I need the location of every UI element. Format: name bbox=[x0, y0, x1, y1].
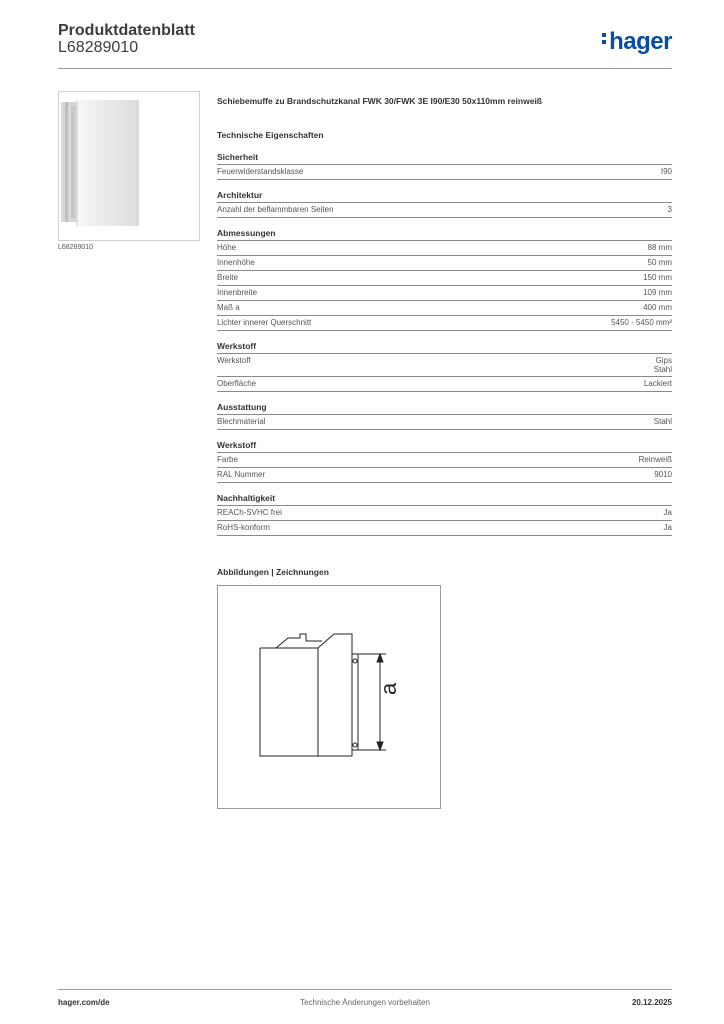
section-title: Sicherheit bbox=[217, 152, 672, 165]
image-caption: L68289010 bbox=[58, 244, 94, 251]
property-value-line: 9010 bbox=[654, 470, 672, 479]
property-label: Lichter innerer Querschnitt bbox=[217, 318, 312, 327]
property-row bbox=[217, 271, 672, 286]
property-value-line: 5450 - 5450 mm² bbox=[611, 318, 672, 327]
property-sections bbox=[217, 152, 672, 536]
property-row bbox=[217, 301, 672, 316]
property-value bbox=[648, 243, 672, 252]
property-row bbox=[217, 468, 672, 483]
product-photo-icon bbox=[59, 92, 199, 240]
property-label: Feuerwiderstandsklasse bbox=[217, 167, 304, 176]
property-section bbox=[217, 440, 672, 483]
hager-logo bbox=[602, 28, 672, 56]
property-value bbox=[611, 318, 672, 327]
property-value-line: 109 mm bbox=[643, 288, 672, 297]
property-value bbox=[644, 379, 672, 388]
property-label: Breite bbox=[217, 273, 238, 282]
dimension-drawing bbox=[218, 586, 440, 808]
logo-text: hager bbox=[609, 28, 672, 55]
technical-drawing bbox=[217, 585, 441, 809]
property-value bbox=[643, 273, 672, 282]
website-link[interactable]: hager.com/de bbox=[58, 998, 110, 1007]
property-value bbox=[643, 303, 672, 312]
property-section bbox=[217, 341, 672, 392]
section-title: Abmessungen bbox=[217, 228, 672, 241]
property-value bbox=[661, 167, 672, 176]
section-title: Werkstoff bbox=[217, 341, 672, 354]
section-title: Werkstoff bbox=[217, 440, 672, 453]
property-value-line: 50 mm bbox=[647, 258, 672, 267]
property-section bbox=[217, 228, 672, 331]
property-value bbox=[664, 508, 672, 517]
section-title: Ausstattung bbox=[217, 402, 672, 415]
document-date: 20.12.2025 bbox=[631, 998, 672, 1007]
dimension-label: a bbox=[376, 682, 401, 695]
logo-dots-icon bbox=[602, 30, 607, 47]
property-value-line: 400 mm bbox=[643, 303, 672, 312]
property-value-line: Stahl bbox=[653, 417, 672, 426]
property-label: Innenbreite bbox=[217, 288, 258, 297]
disclaimer: Technische Änderungen vorbehalten bbox=[300, 998, 430, 1007]
property-row bbox=[217, 316, 672, 331]
property-value-line: Ja bbox=[663, 523, 672, 532]
property-label: Anzahl der beflammbaren Seiten bbox=[217, 205, 334, 214]
property-label: Oberfläche bbox=[217, 379, 257, 388]
page-footer bbox=[58, 989, 672, 1007]
property-value-line: 150 mm bbox=[643, 273, 672, 282]
property-label: RAL Nummer bbox=[217, 470, 266, 479]
property-value-line: Gips bbox=[655, 356, 672, 365]
property-value-line: Reinweiß bbox=[638, 455, 672, 464]
property-row bbox=[217, 453, 672, 468]
property-label: Werkstoff bbox=[217, 356, 251, 365]
property-value bbox=[654, 470, 672, 479]
property-section bbox=[217, 402, 672, 430]
property-label: Farbe bbox=[217, 455, 238, 464]
property-value-line: Ja bbox=[663, 508, 672, 517]
property-section bbox=[217, 190, 672, 218]
property-row bbox=[217, 286, 672, 301]
property-label: Maß a bbox=[217, 303, 240, 312]
property-value bbox=[664, 523, 672, 532]
property-section bbox=[217, 152, 672, 180]
property-value-line: 3 bbox=[667, 205, 672, 214]
document-title: Produktdatenblatt bbox=[58, 22, 195, 39]
property-value bbox=[668, 205, 672, 214]
property-label: Blechmaterial bbox=[217, 417, 266, 426]
property-row bbox=[217, 521, 672, 536]
product-data bbox=[217, 96, 672, 546]
technical-properties-heading: Technische Eigenschaften bbox=[217, 130, 324, 140]
property-section bbox=[217, 493, 672, 536]
property-row bbox=[217, 377, 672, 392]
property-value-line: Stahl bbox=[653, 365, 672, 374]
property-value bbox=[639, 455, 672, 464]
property-value bbox=[654, 356, 672, 374]
property-row bbox=[217, 241, 672, 256]
property-value bbox=[654, 417, 672, 426]
property-row bbox=[217, 256, 672, 271]
property-row bbox=[217, 354, 672, 377]
product-image bbox=[58, 91, 200, 241]
property-value bbox=[643, 288, 672, 297]
section-title: Architektur bbox=[217, 190, 672, 203]
page-header bbox=[58, 22, 672, 69]
property-label: REACh-SVHC frei bbox=[217, 508, 282, 517]
images-heading: Abbildungen | Zeichnungen bbox=[217, 567, 329, 577]
product-number: L68289010 bbox=[58, 39, 139, 56]
property-value-line: Lackiert bbox=[643, 379, 672, 388]
section-title: Nachhaltigkeit bbox=[217, 493, 672, 506]
property-row bbox=[217, 415, 672, 430]
property-row bbox=[217, 165, 672, 180]
property-row bbox=[217, 203, 672, 218]
property-row bbox=[217, 506, 672, 521]
property-label: RoHS-konform bbox=[217, 523, 270, 532]
property-label: Höhe bbox=[217, 243, 237, 252]
product-title: Schiebemuffe zu Brandschutzkanal FWK 30/FWK 3E I90/E30 50x110mm reinweiß bbox=[217, 96, 542, 106]
property-value-line: 88 mm bbox=[647, 243, 672, 252]
property-value-line: I90 bbox=[660, 167, 672, 176]
property-value bbox=[648, 258, 672, 267]
property-label: Innenhöhe bbox=[217, 258, 255, 267]
